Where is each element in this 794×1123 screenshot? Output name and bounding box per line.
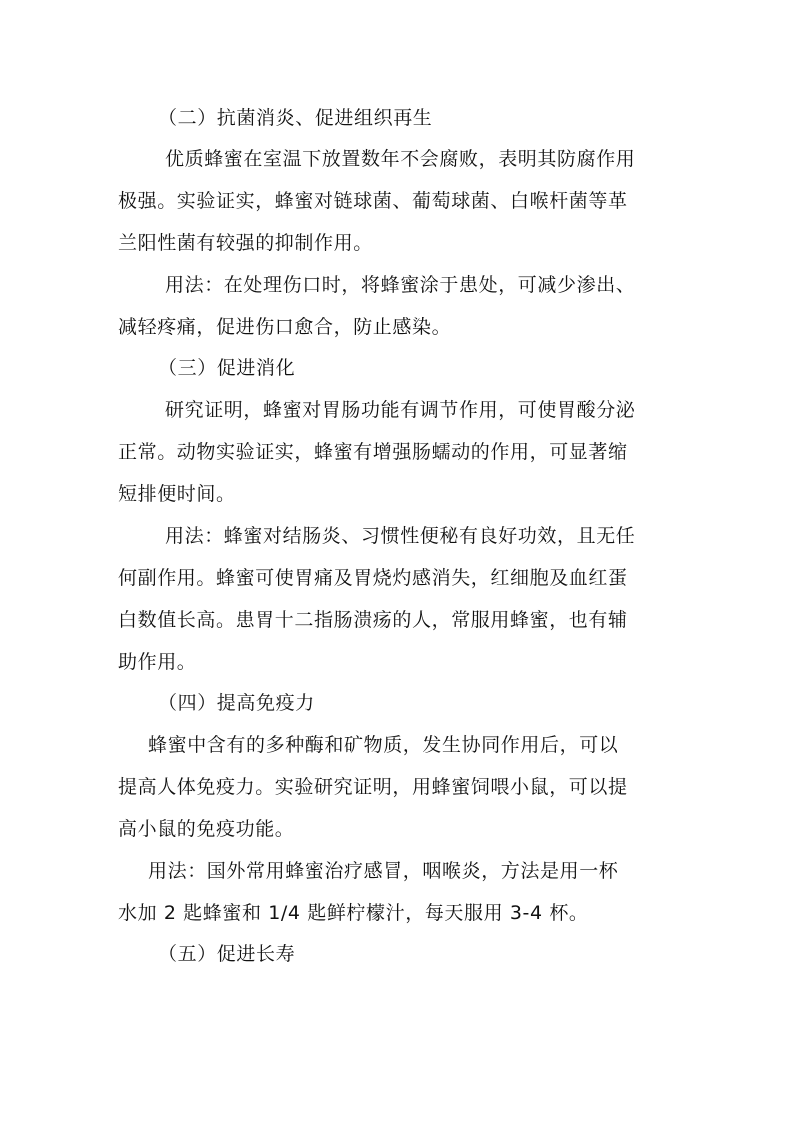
paragraph-line: 极强。实验证实，蜂蜜对链球菌、葡萄球菌、白喉杆菌等革 [118,190,628,212]
paragraph-line: 减轻疼痛，促进伤口愈合，防止感染。 [118,316,452,338]
paragraph-line: 用法：蜂蜜对结肠炎、习惯性便秘有良好功效，且无任 [165,525,636,547]
paragraph-line: 兰阳性菌有较强的抑制作用。 [118,232,373,254]
paragraph-line: 助作用。 [118,651,197,673]
paragraph-line: 水加 2 匙蜂蜜和 1/4 匙鲜柠檬汁，每天服用 3-4 杯。 [118,902,589,924]
paragraph-line: 优质蜂蜜在室温下放置数年不会腐败，表明其防腐作用 [165,148,636,170]
section-heading-digestion: （三）促进消化 [158,357,296,379]
paragraph-line: 高小鼠的免疫功能。 [118,818,295,840]
paragraph-line: 正常。动物实验证实，蜂蜜有增强肠蠕动的作用，可显著缩 [118,441,628,463]
section-heading-antibacterial: （二）抗菌消炎、促进组织再生 [158,107,433,129]
section-heading-longevity: （五）促进长寿 [158,943,296,965]
paragraph-line: 何副作用。蜂蜜可使胃痛及胃烧灼感消失，红细胞及血红蛋 [118,567,628,589]
paragraph-line: 用法：国外常用蜂蜜治疗感冒，咽喉炎，方法是用一杯 [148,860,619,882]
paragraph-line: 短排便时间。 [118,483,236,505]
section-heading-immunity: （四）提高免疫力 [158,692,315,714]
paragraph-line: 白数值长高。患胃十二指肠溃疡的人，常服用蜂蜜，也有辅 [118,609,628,631]
paragraph-line: 提高人体免疫力。实验研究证明，用蜂蜜饲喂小鼠，可以提 [118,776,628,798]
paragraph-line: 蜂蜜中含有的多种酶和矿物质，发生协同作用后，可以 [148,734,619,756]
paragraph-line: 研究证明，蜂蜜对胃肠功能有调节作用，可使胃酸分泌 [165,399,636,421]
paragraph-line: 用法：在处理伤口时，将蜂蜜涂于患处，可减少渗出、 [165,274,636,296]
